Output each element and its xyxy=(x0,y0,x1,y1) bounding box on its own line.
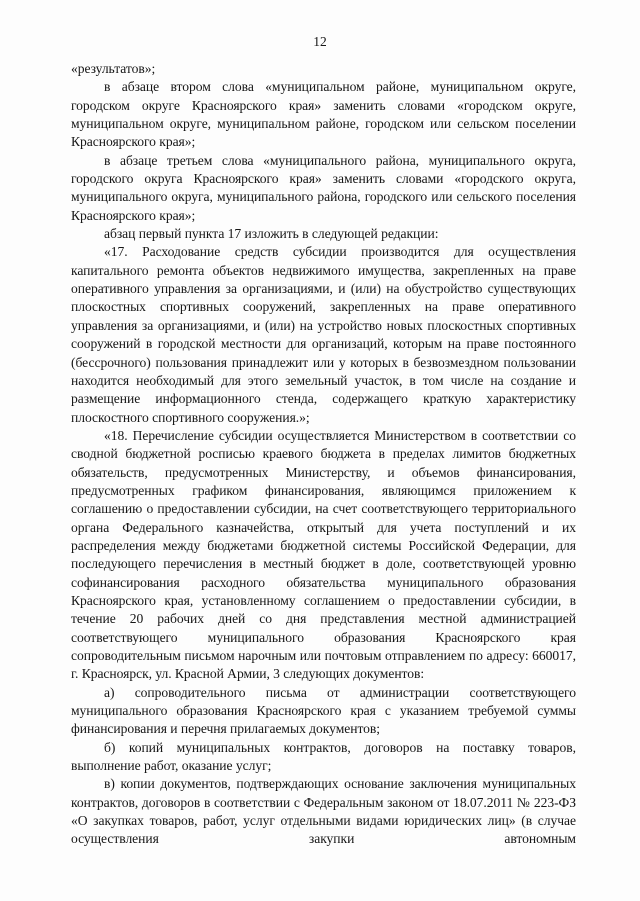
paragraph-second-abzac: в абзаце втором слова «муниципальном районе, муниципальном округе, городском округе Красноярского края» заменить словами «городском округе, муниципальном округе, муниципальном районе, городском или сельском поселении Красноярского края»; xyxy=(71,79,576,150)
paragraph-third-abzac: в абзаце третьем слова «муниципального района, муниципального округа, городского округа Красноярского края» заменить словами «городского округа, муниципального округа, муниципального района, городского или сельского поселения Красноярского края»; xyxy=(71,152,576,223)
paragraph-item-v: в) копии документов, подтверждающих основание заключения муниципальных контрактов, договоров в соответствии с Федеральным законом от 18.07.2011 № 223-ФЗ «О закупках товаров, работ, услуг отдельными видами юридических лиц» (в случае осуществления закупки автономным xyxy=(71,776,576,847)
document-body xyxy=(71,60,576,849)
paragraph-results: «результатов»; xyxy=(71,61,156,76)
paragraph-item-b: б) копий муниципальных контрактов, договоров на поставку товаров, выполнение работ, оказание услуг; xyxy=(71,739,576,774)
paragraph-point-18: «18. Перечисление субсидии осуществляется Министерством в соответствии со сводной бюджетной росписью краевого бюджета в пределах лимитов бюджетных обязательств, предусмотренных Министерству, и объемов финансирования, предусмотренных графиком финансирования, являющимся приложением к соглашению о предоставлении субсидии, на счет соответствующего территориального органа Федерального казначейства, открытый для учета поступлений и их распределения между бюджетами бюджетной системы Российской Федерации, для последующего перечисления в местный бюджет в доле, соответствующей уровню софинансирования расходного обязательства муниципального образования Красноярского края, установленному соглашением о предоставлении субсидии, в течение 20 рабочих дней со дня представления местной администрацией соответствующего муниципального образования Красноярского края сопроводительным письмом нарочным или почтовым отправлением по адресу: 660017, г. Красноярск, ул. Красной Армии, 3 следующих документов: xyxy=(71,427,576,682)
paragraph-point-17-intro: абзац первый пункта 17 изложить в следующей редакции: xyxy=(104,226,439,242)
page-number: 12 xyxy=(313,34,327,49)
paragraph-item-a: а) сопроводительного письма от администрации соответствующего муниципального образования Красноярского края с указанием требуемой суммы финансирования и перечня прилагаемых документов; xyxy=(71,684,576,737)
paragraph-point-17: «17. Расходование средств субсидии производится для осуществления капитального ремонта объектов недвижимого имущества, закрепленных на праве оперативного управления за организациями, и (или) на обустройство существующих плоскостных спортивных сооружений, закрепленных на праве оперативного управления за организациями, и (или) на устройство новых плоскостных спортивных сооружений в городской местности для организаций, которым на праве постоянного (бессрочного) пользования принадлежит или у которых в безвозмездном пользовании находится необходимый для этого земельный участок, в том числе на создание и размещение информационного стенда, содержащего краткую характеристику плоскостного спортивного сооружения.»; xyxy=(71,244,576,425)
